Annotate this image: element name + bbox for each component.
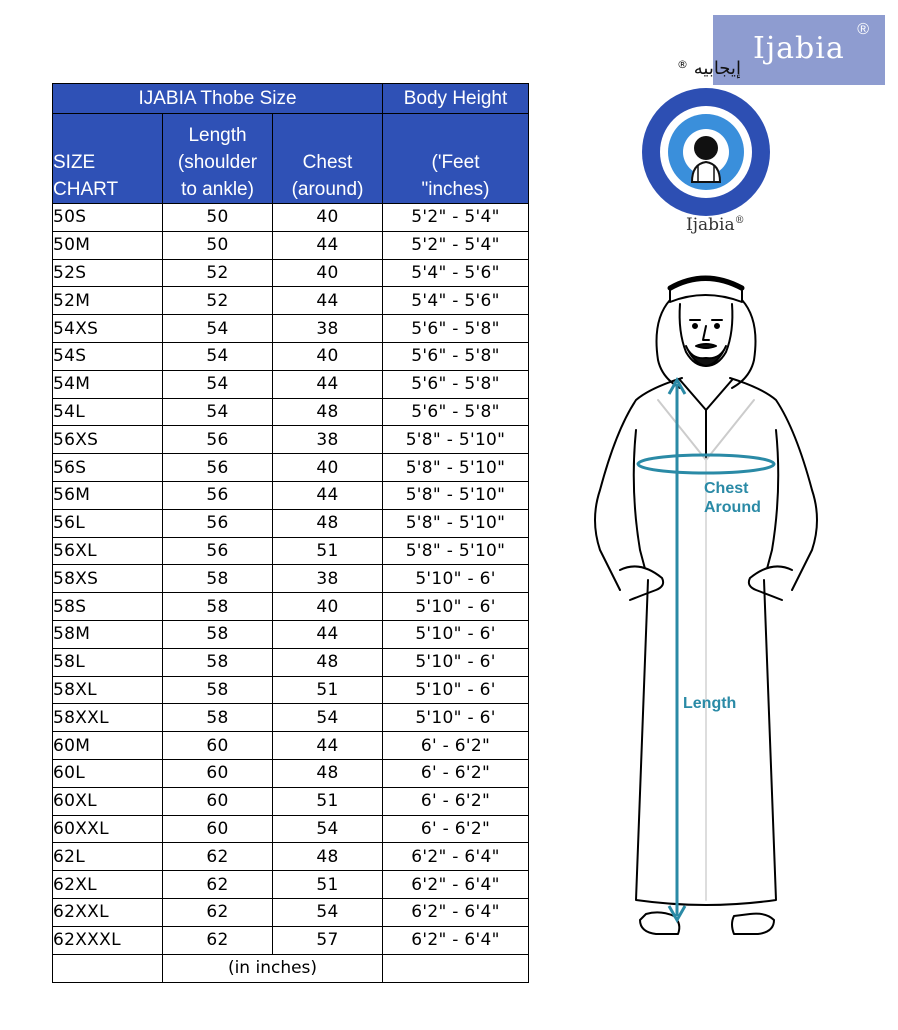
size-cell: 60XL bbox=[53, 787, 163, 815]
table-row bbox=[53, 204, 529, 232]
size-cell: 60L bbox=[53, 759, 163, 787]
height-cell: 5'10" - 6' bbox=[383, 593, 529, 621]
length-cell: 54 bbox=[163, 315, 273, 343]
chest-cell: 44 bbox=[273, 370, 383, 398]
length-cell: 62 bbox=[163, 898, 273, 926]
chest-cell: 57 bbox=[273, 926, 383, 954]
size-cell: 58XXL bbox=[53, 704, 163, 732]
height-cell: 5'6" - 5'8" bbox=[383, 315, 529, 343]
height-cell: 5'4" - 5'6" bbox=[383, 287, 529, 315]
table-row bbox=[53, 509, 529, 537]
chest-cell: 44 bbox=[273, 231, 383, 259]
chest-cell: 48 bbox=[273, 398, 383, 426]
chest-cell: 40 bbox=[273, 259, 383, 287]
chest-cell: 48 bbox=[273, 759, 383, 787]
chest-cell: 44 bbox=[273, 481, 383, 509]
size-cell: 60XXL bbox=[53, 815, 163, 843]
chest-column-label: Chest (around) bbox=[291, 152, 364, 200]
length-cell: 60 bbox=[163, 759, 273, 787]
registered-mark: ® bbox=[734, 215, 745, 226]
height-cell: 5'8" - 5'10" bbox=[383, 426, 529, 454]
height-cell: 5'8" - 5'10" bbox=[383, 509, 529, 537]
size-cell: 58L bbox=[53, 648, 163, 676]
chest-cell: 40 bbox=[273, 342, 383, 370]
table-row bbox=[53, 759, 529, 787]
height-cell: 5'8" - 5'10" bbox=[383, 481, 529, 509]
size-cell: 56L bbox=[53, 509, 163, 537]
size-cell: 54L bbox=[53, 398, 163, 426]
height-cell: 6'2" - 6'4" bbox=[383, 926, 529, 954]
length-label: Length bbox=[683, 695, 737, 712]
table-row bbox=[53, 871, 529, 899]
size-cell: 54M bbox=[53, 370, 163, 398]
chest-cell: 48 bbox=[273, 509, 383, 537]
length-cell: 58 bbox=[163, 704, 273, 732]
length-cell: 60 bbox=[163, 732, 273, 760]
chest-cell: 40 bbox=[273, 204, 383, 232]
table-row bbox=[53, 787, 529, 815]
table-row bbox=[53, 259, 529, 287]
size-cell: 52S bbox=[53, 259, 163, 287]
body-height-title: Body Height bbox=[383, 84, 529, 114]
table-row bbox=[53, 342, 529, 370]
length-cell: 60 bbox=[163, 787, 273, 815]
height-cell: 5'2" - 5'4" bbox=[383, 204, 529, 232]
height-cell: 6' - 6'2" bbox=[383, 787, 529, 815]
unit-note-row bbox=[53, 954, 529, 982]
table-row bbox=[53, 426, 529, 454]
small-brand-logo-text: Ijabia bbox=[686, 215, 735, 235]
size-cell: 50S bbox=[53, 204, 163, 232]
height-cell: 5'4" - 5'6" bbox=[383, 259, 529, 287]
small-brand-logo bbox=[686, 215, 745, 235]
height-cell: 6'2" - 6'4" bbox=[383, 843, 529, 871]
table-title-row bbox=[53, 84, 529, 114]
length-cell: 54 bbox=[163, 370, 273, 398]
height-cell: 5'6" - 5'8" bbox=[383, 398, 529, 426]
size-cell: 62XXXL bbox=[53, 926, 163, 954]
registered-mark: ® bbox=[677, 58, 688, 71]
table-row bbox=[53, 676, 529, 704]
size-chart-table bbox=[52, 83, 529, 983]
length-cell: 52 bbox=[163, 259, 273, 287]
footer-spacer bbox=[383, 954, 529, 982]
size-cell: 52M bbox=[53, 287, 163, 315]
table-row bbox=[53, 565, 529, 593]
table-row bbox=[53, 648, 529, 676]
chest-column-header bbox=[273, 114, 383, 204]
table-row bbox=[53, 231, 529, 259]
chest-cell: 38 bbox=[273, 315, 383, 343]
size-cell: 58M bbox=[53, 620, 163, 648]
chest-cell: 51 bbox=[273, 537, 383, 565]
unit-note: (in inches) bbox=[163, 954, 383, 982]
length-cell: 58 bbox=[163, 593, 273, 621]
size-cell: 56M bbox=[53, 481, 163, 509]
height-cell: 6'2" - 6'4" bbox=[383, 898, 529, 926]
chest-cell: 38 bbox=[273, 426, 383, 454]
length-cell: 58 bbox=[163, 648, 273, 676]
size-column-label: SIZE CHART bbox=[53, 152, 119, 200]
size-cell: 56S bbox=[53, 454, 163, 482]
arabic-brand-name: إيجابيه bbox=[693, 58, 741, 79]
chest-cell: 54 bbox=[273, 704, 383, 732]
table-row bbox=[53, 620, 529, 648]
length-cell: 54 bbox=[163, 342, 273, 370]
table-row bbox=[53, 315, 529, 343]
size-cell: 60M bbox=[53, 732, 163, 760]
length-column-header bbox=[163, 114, 273, 204]
column-header-row bbox=[53, 114, 529, 204]
chest-cell: 54 bbox=[273, 815, 383, 843]
chest-cell: 44 bbox=[273, 620, 383, 648]
length-cell: 60 bbox=[163, 815, 273, 843]
length-column-label: Length (shoulder to ankle) bbox=[177, 125, 258, 200]
length-cell: 58 bbox=[163, 565, 273, 593]
size-cell: 58XS bbox=[53, 565, 163, 593]
length-cell: 56 bbox=[163, 426, 273, 454]
footer-spacer bbox=[53, 954, 163, 982]
table-row bbox=[53, 398, 529, 426]
height-cell: 6' - 6'2" bbox=[383, 732, 529, 760]
chest-cell: 44 bbox=[273, 732, 383, 760]
table-row bbox=[53, 732, 529, 760]
brand-logo-text: Ijabia bbox=[753, 31, 845, 66]
table-row bbox=[53, 898, 529, 926]
height-cell: 5'10" - 6' bbox=[383, 704, 529, 732]
height-column-header bbox=[383, 114, 529, 204]
length-cell: 50 bbox=[163, 204, 273, 232]
height-cell: 5'2" - 5'4" bbox=[383, 231, 529, 259]
length-cell: 62 bbox=[163, 871, 273, 899]
size-cell: 56XL bbox=[53, 537, 163, 565]
height-cell: 5'6" - 5'8" bbox=[383, 370, 529, 398]
table-row bbox=[53, 537, 529, 565]
evil-eye-logo-icon bbox=[640, 86, 772, 218]
table-row bbox=[53, 704, 529, 732]
thobe-figure-illustration bbox=[570, 260, 840, 960]
height-cell: 6'2" - 6'4" bbox=[383, 871, 529, 899]
table-row bbox=[53, 481, 529, 509]
registered-mark: ® bbox=[857, 21, 869, 38]
height-cell: 5'10" - 6' bbox=[383, 565, 529, 593]
length-cell: 62 bbox=[163, 926, 273, 954]
chest-cell: 40 bbox=[273, 593, 383, 621]
size-column-header bbox=[53, 114, 163, 204]
length-cell: 58 bbox=[163, 620, 273, 648]
height-cell: 5'6" - 5'8" bbox=[383, 342, 529, 370]
length-cell: 56 bbox=[163, 537, 273, 565]
size-cell: 56XS bbox=[53, 426, 163, 454]
length-cell: 56 bbox=[163, 454, 273, 482]
size-cell: 58S bbox=[53, 593, 163, 621]
chest-cell: 51 bbox=[273, 871, 383, 899]
chest-cell: 51 bbox=[273, 787, 383, 815]
chest-cell: 48 bbox=[273, 843, 383, 871]
height-cell: 6' - 6'2" bbox=[383, 815, 529, 843]
chest-around-label: Chest Around bbox=[704, 480, 761, 516]
table-row bbox=[53, 593, 529, 621]
length-cell: 56 bbox=[163, 481, 273, 509]
height-cell: 6' - 6'2" bbox=[383, 759, 529, 787]
table-row bbox=[53, 287, 529, 315]
table-row bbox=[53, 370, 529, 398]
table-row bbox=[53, 843, 529, 871]
length-cell: 54 bbox=[163, 398, 273, 426]
length-cell: 50 bbox=[163, 231, 273, 259]
chest-cell: 51 bbox=[273, 676, 383, 704]
height-cell: 5'10" - 6' bbox=[383, 620, 529, 648]
table-row bbox=[53, 454, 529, 482]
table-row bbox=[53, 926, 529, 954]
height-cell: 5'10" - 6' bbox=[383, 648, 529, 676]
height-cell: 5'8" - 5'10" bbox=[383, 537, 529, 565]
chest-cell: 44 bbox=[273, 287, 383, 315]
length-cell: 62 bbox=[163, 843, 273, 871]
arabic-brand-text bbox=[677, 58, 741, 79]
size-cell: 58XL bbox=[53, 676, 163, 704]
size-cell: 62L bbox=[53, 843, 163, 871]
chest-cell: 38 bbox=[273, 565, 383, 593]
length-cell: 52 bbox=[163, 287, 273, 315]
height-cell: 5'8" - 5'10" bbox=[383, 454, 529, 482]
chest-cell: 48 bbox=[273, 648, 383, 676]
height-column-label: ('Feet "inches) bbox=[421, 152, 490, 200]
height-cell: 5'10" - 6' bbox=[383, 676, 529, 704]
size-cell: 62XL bbox=[53, 871, 163, 899]
chest-cell: 40 bbox=[273, 454, 383, 482]
table-row bbox=[53, 815, 529, 843]
chest-cell: 54 bbox=[273, 898, 383, 926]
size-cell: 62XXL bbox=[53, 898, 163, 926]
size-cell: 54XS bbox=[53, 315, 163, 343]
size-cell: 50M bbox=[53, 231, 163, 259]
length-cell: 58 bbox=[163, 676, 273, 704]
length-cell: 56 bbox=[163, 509, 273, 537]
size-cell: 54S bbox=[53, 342, 163, 370]
table-title: IJABIA Thobe Size bbox=[53, 84, 383, 114]
